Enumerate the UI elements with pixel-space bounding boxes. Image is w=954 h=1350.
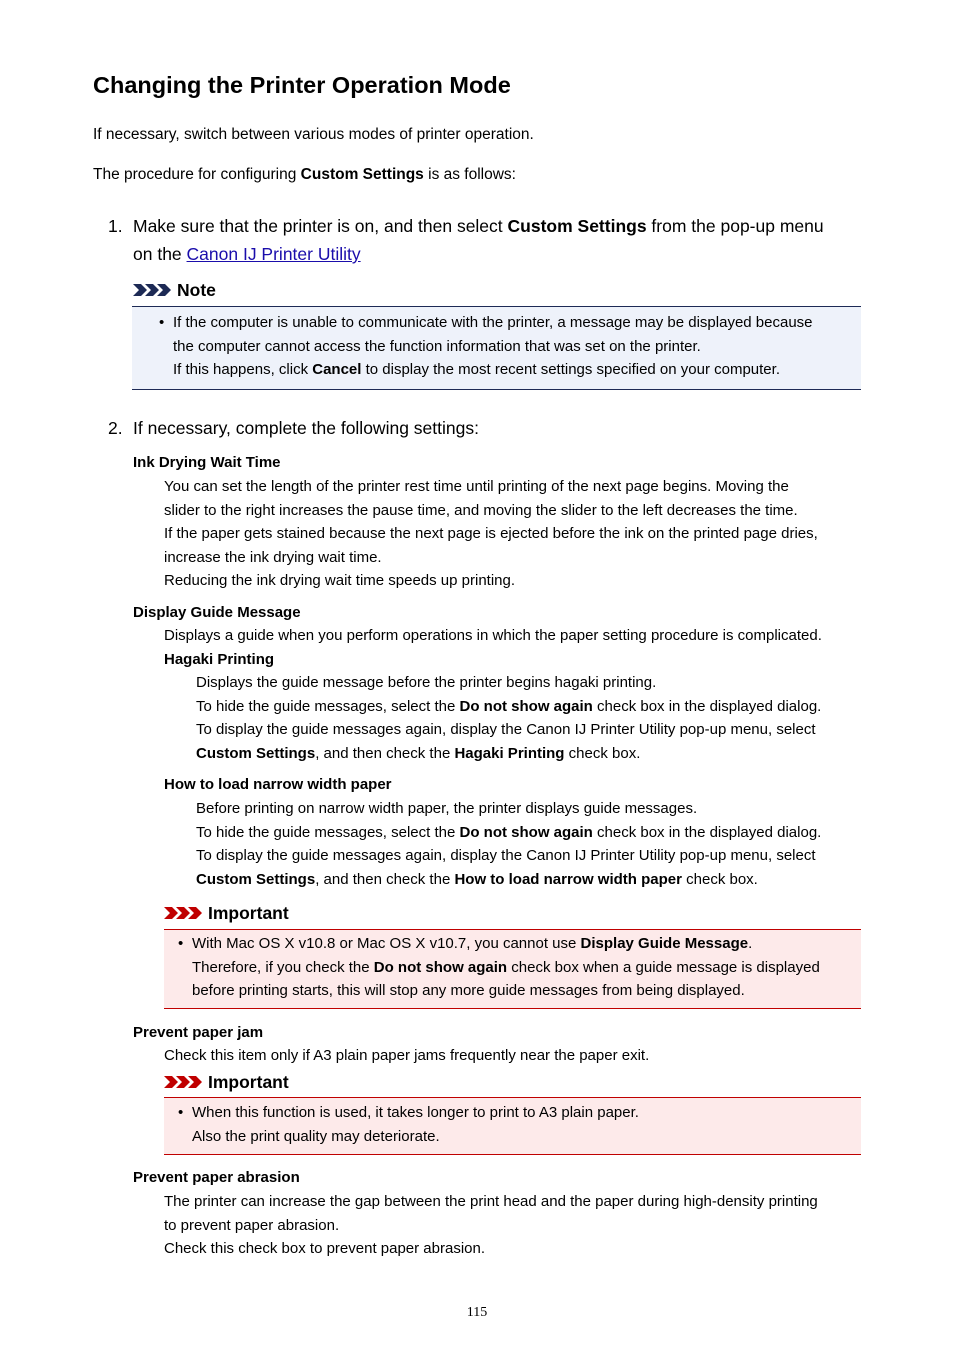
important-bold: Display Guide Message xyxy=(580,935,749,952)
bullet: • xyxy=(178,935,184,952)
cancel-bold: Cancel xyxy=(312,361,362,378)
important-text xyxy=(192,1101,639,1148)
desc-line xyxy=(196,868,821,892)
ink-drying-description xyxy=(164,475,818,593)
desc-line: To display the guide messages again, display the Canon IJ Printer Utility pop-up menu, select xyxy=(196,847,816,864)
desc-line: increase the ink drying wait time. xyxy=(164,548,382,566)
desc-segment: check box in the displayed dialog. xyxy=(592,697,822,715)
note-label-text: Note xyxy=(177,280,216,300)
note-text-segment: to display the most recent settings specified on your computer. xyxy=(361,361,780,378)
important-line xyxy=(192,932,820,956)
display-guide-term: Display Guide Message xyxy=(133,604,301,621)
step1-bold: Custom Settings xyxy=(507,216,647,236)
desc-bold: Custom Settings xyxy=(196,870,316,888)
desc-line: Before printing on narrow width paper, the printer displays guide messages. xyxy=(196,800,698,817)
note-arrows-icon xyxy=(133,283,173,297)
desc-line: Check this check box to prevent paper abrasion. xyxy=(164,1240,486,1257)
important-segment: With Mac OS X v10.8 or Mac OS X v10.7, you cannot use xyxy=(192,935,581,952)
hagaki-description xyxy=(196,671,821,765)
paper-jam-term: Prevent paper jam xyxy=(133,1024,264,1041)
hagaki-term: Hagaki Printing xyxy=(164,651,275,668)
desc-segment: To hide the guide messages, select the xyxy=(196,823,460,841)
important-label xyxy=(164,1071,289,1093)
note-line: If the computer is unable to communicate with the printer, a message may be displayed because xyxy=(173,314,813,331)
important-segment: check box when a guide message is displayed xyxy=(507,958,820,976)
paper-abrasion-term: Prevent paper abrasion xyxy=(133,1169,300,1186)
desc-line: to prevent paper abrasion. xyxy=(164,1216,340,1234)
step-number: 1. xyxy=(108,216,123,236)
narrow-paper-description xyxy=(196,797,821,891)
intro-paragraph: If necessary, switch between various modes of printer operation. xyxy=(93,126,534,143)
important-label-text: Important xyxy=(208,1072,289,1092)
step-text: If necessary, complete the following settings: xyxy=(133,418,479,438)
desc-bold: How to load narrow width paper xyxy=(454,870,682,888)
step-number: 2. xyxy=(108,418,123,438)
desc-line: You can set the length of the printer rest time until printing of the next page begins. Moving the xyxy=(164,478,789,495)
procedure-text: The procedure for configuring xyxy=(93,166,301,183)
desc-line: Displays a guide when you perform operations in which the paper setting procedure is complicated. xyxy=(164,627,822,644)
desc-line: If the paper gets stained because the next page is ejected before the ink on the printed page dries, xyxy=(164,525,818,542)
step1-text: Make sure that the printer is on, and then select xyxy=(133,216,508,236)
procedure-bold: Custom Settings xyxy=(300,166,424,183)
desc-line: Displays the guide message before the printer begins hagaki printing. xyxy=(196,674,657,691)
desc-line: Check this item only if A3 plain paper jams frequently near the paper exit. xyxy=(164,1047,650,1064)
desc-line: The printer can increase the gap between the print head and the paper during high-density printing xyxy=(164,1193,818,1210)
important-text xyxy=(192,932,820,1003)
desc-line xyxy=(196,821,821,845)
desc-bold: Hagaki Printing xyxy=(454,744,565,762)
bullet: • xyxy=(159,314,165,331)
desc-line xyxy=(196,695,821,719)
page-number: 115 xyxy=(466,1305,488,1320)
desc-bold: Custom Settings xyxy=(196,744,316,762)
narrow-paper-term: How to load narrow width paper xyxy=(164,776,392,793)
step-text xyxy=(133,212,863,268)
desc-segment: , and then check the xyxy=(315,870,455,888)
page-title: Changing the Printer Operation Mode xyxy=(93,72,511,98)
important-line: before printing starts, this will stop any more guide messages from being displayed. xyxy=(192,982,745,999)
desc-line: To display the guide messages again, display the Canon IJ Printer Utility pop-up menu, select xyxy=(196,721,816,738)
note-line xyxy=(173,358,813,382)
canon-ij-printer-utility-link[interactable]: Canon IJ Printer Utility xyxy=(186,244,361,264)
important-bold: Do not show again xyxy=(373,958,508,976)
important-label-text: Important xyxy=(208,903,289,923)
desc-segment: check box. xyxy=(681,870,758,888)
important-arrows-icon xyxy=(164,906,204,920)
desc-bold: Do not show again xyxy=(459,697,593,715)
desc-segment: check box. xyxy=(564,744,641,762)
procedure-paragraph xyxy=(93,165,516,185)
important-line: Also the print quality may deteriorate. xyxy=(192,1127,440,1145)
paper-jam-description xyxy=(164,1044,649,1068)
bullet: • xyxy=(178,1104,184,1121)
desc-bold: Do not show again xyxy=(459,823,593,841)
important-label xyxy=(164,902,289,924)
important-line: When this function is used, it takes longer to print to A3 plain paper. xyxy=(192,1104,639,1121)
procedure-text-end: is as follows: xyxy=(423,166,516,183)
important-segment: Therefore, if you check the xyxy=(192,958,374,976)
display-guide-description xyxy=(164,624,822,648)
ink-drying-term: Ink Drying Wait Time xyxy=(133,454,281,471)
desc-line xyxy=(196,742,821,766)
important-line xyxy=(192,956,820,980)
note-line: the computer cannot access the function information that was set on the printer. xyxy=(173,337,701,355)
desc-segment: To hide the guide messages, select the xyxy=(196,697,460,715)
desc-segment: , and then check the xyxy=(315,744,455,762)
note-text-segment: If this happens, click xyxy=(173,361,313,378)
step1-text-2: on the xyxy=(133,244,187,264)
step1-text-end: from the pop-up menu xyxy=(646,216,824,236)
paper-abrasion-description xyxy=(164,1190,818,1261)
note-label xyxy=(133,279,216,301)
desc-line: Reducing the ink drying wait time speeds up printing. xyxy=(164,572,516,589)
important-arrows-icon xyxy=(164,1075,204,1089)
note-text xyxy=(173,311,813,382)
desc-line: slider to the right increases the pause time, and moving the slider to the left decreases the time. xyxy=(164,501,798,519)
desc-segment: check box in the displayed dialog. xyxy=(592,823,822,841)
important-segment: . xyxy=(748,935,753,952)
